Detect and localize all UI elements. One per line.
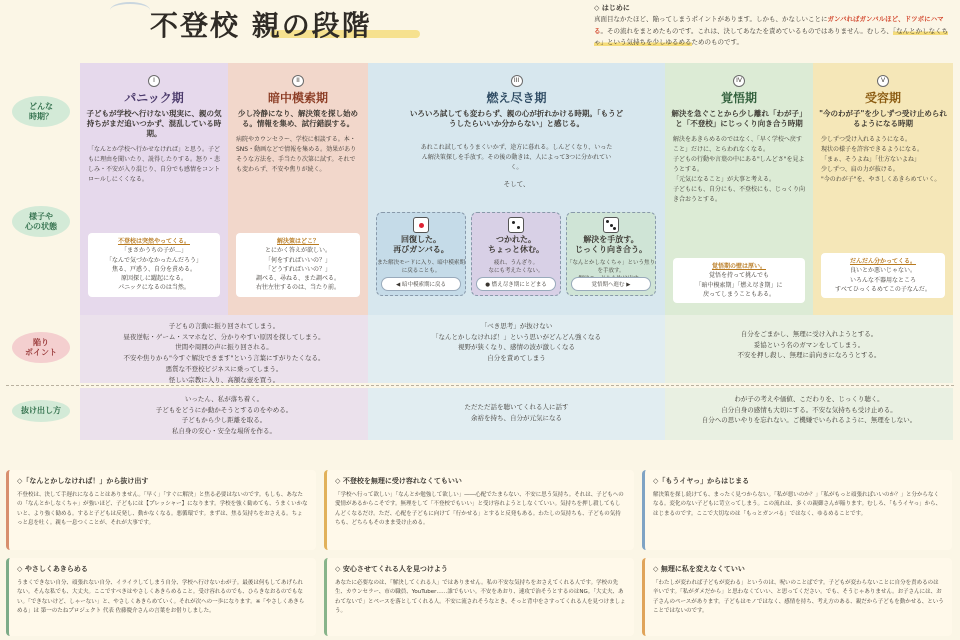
exit-burnout: ただただ話を聴いてくれる人に話す 余裕を持ち、自分が元気になる (368, 388, 665, 440)
tip-body: 解決策を探し続けても、まったく見つからない。「私が悪いのか？」「私がもっと頑張ればいいのか？」と分からなくなる。変化のない子どもに苛立ってしまう。この流れは、多くの親御さんが陥ります。むしろ、「もうイヤっ」から、はじまるのです。ここで大切なのは「もっとガンバる」ではなく、ゆるめることです。 (653, 491, 942, 517)
die-one-icon (413, 217, 429, 233)
intro-highlight: 「なんとかしなくちゃ」という気持ちを少しゆるめる (594, 26, 949, 46)
tip-card (642, 558, 952, 636)
choice-title: 解決を手放す。 じっくり向き合う。 (575, 235, 647, 255)
tip-card (6, 558, 316, 636)
note-heading: 覚悟期の壁は厚い。 (711, 263, 766, 270)
choice-desc: 「なんとかしなくちゃ」という焦りを手放す。 (567, 259, 656, 275)
intro-heading: ◇ はじめに (594, 4, 630, 12)
stage-description: 少しずつ受け入れるようになる。 現状の様子を許容できるようになる。 「まぁ、そうよね」「仕方ないよね」 少しずつ、肩の力が抜ける。 "今のわが子"を、やさしくあきらめていく。 (821, 136, 941, 183)
note-heading: だんだん分かってくる。 (849, 258, 916, 265)
page-title: 不登校 親の段階 (150, 9, 372, 42)
note-text: とにかく答えが欲しい。 「何をすればいいの？」 「どうすればいいの？」 調べる、尋ねる、また調べる。 右往左往するのは、当たり前。 (255, 247, 340, 292)
stage-title: パニック期 (124, 91, 184, 105)
note-text: 良いとか悪いじゃない。 いろんな不器用なところ すべてひっくるめてこの子なんだ。 (835, 267, 931, 293)
title-decoration (110, 2, 150, 18)
tip-body: 不登校は、決して手遅れになることはありません。「早く」「すぐに解決」と焦る必要はないのです。もしも、あなたの「なんとかしなくちゃ」が強いほど、子どもには【プレッシャー】になります。学校を強く勧めても、うまくいかないと、より強く勧める。すると子どもは反発し、動かなくなる。悪循環です。まずは、焦る気持ちをおさえる。ちょっと息を吐く。親も一息つくことが、それが大事です。 (17, 491, 308, 526)
stage-summary: 少し冷静になり、解決策を探し始める。情報を集め、試行錯誤する。 (238, 109, 358, 129)
note-heading: 解決策はどこ？ (276, 238, 319, 245)
tip-heading: ◇ 不登校を無理に受け容れなくてもいい (335, 477, 462, 485)
row-label-state: 様子や 心の状態 (12, 206, 70, 237)
stage-summary: いろいろ試しても変わらず、親の心が折れかける時期。「もうどうしたらいいか分からない」と感じる。 (409, 109, 624, 129)
pitfall-early: 子どもの言動に振り回されてしまう。 昼夜逆転・ゲーム・スマホなど、分かりやすい原因を探してしまう。 世間や周囲の声に振り回される。 不安や焦りから"今すぐ解決できます"という言葉にすがりたくなる。 悪質な不登校ビジネスに乗ってしまう。 怪しい宗教に入り、高額な壺を買う。 (80, 315, 368, 383)
tip-heading: ◇「なんとかしなければ！」から抜け出す (17, 477, 149, 485)
stage-description: 解決をあきらめるのではなく、「早く学校へ戻すこと」だけに、とらわれなくなる。 子どもの行動や言葉の中にある"しんどさ"を見ようとする。 「元気になること」が大事と考える。 子どもにも、自分にも、不登校にも、じっくり向き合おうとする。 (673, 136, 806, 203)
tip-body: うまくできない自分、頑張れない自分、イライラしてしまう自分、学校へ行けないわが子。最後は何もしてあげられない。そんな私でも、大丈夫。ここですべきはやさしくあきらめること。受け容れるのでも、ひらきなおるのでもない。「できないけど、しゃーない」と、やさしくあきらめていく。それが次への一歩になります。※「やさしくあきらめる」は 第一のたねプロジェクト 代表 佐藤慶介さんの言葉をお借りしました。 (17, 579, 305, 614)
stage-title: 燃え尽き期 (486, 91, 547, 105)
choice-rest (471, 212, 561, 296)
tip-card (6, 470, 316, 550)
exit-early: いったん、私が落ち着く。 子どもをどうにか動かそうとするのをやめる。 子どもから少し距離を取る。 私自身の安心・安全な場所を作る。 (80, 388, 368, 440)
stage-note (88, 233, 220, 297)
tip-body: あなたに必要なのは、「解決してくれる人」ではありません。私の不安な気持ちをおさえてくれる人です。学校の先生、カウンセラー、市の職員、YouTuber……誰でもいい。不安をあおり、速攻で治そうとするのはNG。「大丈夫、あわてないで」とペースを落としてくれる人。不安に流されそうなとき、そっと背中をさすってくれる人を見つけましょう。 (335, 579, 626, 614)
stage-resolve (665, 63, 813, 315)
stage-number: II (292, 75, 304, 87)
stage-description: あれこれ試してもうまくいかず、途方に暮れる。しんどくなり、いったん解決策探しを手放す。その後の動きは、人によって3つに分かれていく。 (420, 144, 613, 172)
intro-box (594, 2, 954, 48)
tip-heading: ◇ 安心させてくれる人を見つけよう (335, 565, 448, 573)
tip-body: 「学校へ行って欲しい」「なんとか勉強して欲しい」――心配でたまらない、不安に思う気持ち。それは、子どもへの愛情があるからこそです。無理をして「不登校でもいい」と受け容れようとしなくていい。気持ちを押し殺してもしんどくなるだけ。ただ、心配を子どもに向けて「行かせる」とすると反発もある。わたしの気持ちも、子どもの気持ちも、どちらもそのまま受け止める。 (335, 491, 624, 526)
stage-groping (228, 63, 368, 315)
stage-description: 病院やカウンセラー、学校に相談する。本・SNS・動画などで情報を集める。効果がありそうな方法を、手当たり次第に試す。それでも変わらず、不安や焦りが続く。 (236, 136, 357, 173)
exit-late: わが子の考えや価値、こだわりを、じっくり聴く。 自分自身の感情も大切にする。不安な気持ちも受け止める。 自分への思いやりを忘れない。ご機嫌でいられるように、無理をしない。 (665, 388, 953, 440)
stage-summary: "今のわが子"を少しずつ受け止められるようになる時期 (819, 109, 947, 129)
intro-emphasis: ガンバればガンバルほど、ドツボにハマる (594, 15, 944, 35)
intro-text-3: ためのものです。 (691, 38, 743, 46)
pitfall-burnout: 「べき思考」が抜けない 「なんとかしなければ！」という思いがどんどん強くなる 視野が狭くなり、感情の波が激しくなる 自分を責めてしまう (368, 315, 665, 383)
stage-note (236, 233, 360, 297)
stage-note (821, 253, 945, 298)
row-label-when: どんな 時期？ (12, 96, 70, 127)
exit-row (80, 388, 953, 440)
pitfall-late: 自分をごまかし、無理に受け入れようとする。 妥協という名のガマンをしてしまう。 不安を押し殺し、無理に前向きになろうとする。 (665, 315, 953, 383)
stage-title: 覚悟期 (720, 91, 757, 105)
intro-text-2: 。その流れをまとめたものです。これは、決してあなたを責めているものではありません。むしろ、 (600, 26, 893, 35)
note-text: 覚悟を持って挑んでも 「暗中模索期」「燃え尽き期」に 戻ってしまうこともある。 (695, 272, 783, 298)
choice-desc: 疲れ、うんざり。 なにも考えたくない。 (488, 259, 544, 275)
tip-card (642, 470, 952, 550)
intro-text: 真面目なかたほど、陥ってしまうポイントがあります。しかも、かなしいことに (594, 15, 828, 24)
die-two-icon (508, 217, 524, 233)
stage-number: III (511, 75, 523, 87)
stage-acceptance (813, 63, 953, 315)
stage-title: 暗中模索期 (267, 91, 328, 105)
choice-desc: また解決モードに入り、暗中模索期に戻ることも。 (377, 259, 465, 275)
row-label-exit: 抜け出し方 (12, 400, 70, 422)
stage-number: I (148, 75, 160, 87)
note-text: 「まさかうちの子が…」 「なんで気づかなかったんだろう」 焦る、戸惑う、自分を責める。 原因探しに躍起になる。 パニックになるのは当然。 (105, 247, 202, 292)
stage-then: そして、 (503, 179, 530, 188)
row-label-pit: 陥り ポイント (12, 332, 70, 363)
die-three-icon (603, 217, 619, 233)
tip-heading: ◇ 無理に私を変えなくていい (653, 565, 745, 573)
pitfall-row (80, 315, 953, 383)
back-to-groping-button[interactable]: ◀ 暗中模索期に戻る (381, 277, 461, 291)
stage-summary: 子どもが学校へ行けない現実に、親の気持ちがまだ追いつかず、混乱している時期。 (86, 109, 222, 139)
stay-burnout-button[interactable]: ● 燃え尽き期にとどまる (476, 277, 556, 291)
tip-heading: ◇ やさしくあきらめる (17, 565, 88, 573)
choice-title: 回復した。 再びガンバる。 (393, 235, 449, 255)
stage-number: IV (733, 75, 745, 87)
stage-description: 「なんとか学校へ行かせなければ」と思う。子どもに理由を聞いたり、説得したりする。怒り・悲しみ・不安が入り混じり、自分でも感情をコントロールしにくくなる。 (88, 146, 221, 184)
stage-title: 受容期 (864, 91, 901, 105)
note-heading: 不登校は突然やってくる。 (117, 238, 190, 245)
choice-recover (376, 212, 466, 296)
go-to-resolve-button[interactable]: 覚悟期へ進む ▶ (571, 277, 651, 291)
tip-body: 「わたしが変われば子どもが変わる」というのは、呪いのことばです。子どもが変わらないことに自分を責めるのは辛いです。「私がダメだから」と思わなくていい、と思ってください。でも、そうじゃありません。お子さんには、お子さんのペースがあります。子どもはモノではなく、感情を持ち、考え方のある、親だから子どもを動かせる、ということではないのです。 (653, 579, 944, 614)
stage-panic (80, 63, 228, 315)
row-divider (6, 385, 954, 386)
stage-number: V (877, 75, 889, 87)
choice-let-go (566, 212, 656, 296)
stage-summary: 解決を急ぐことから少し離れ「わが子」と「不登校」にじっくり向き合う時期 (671, 109, 807, 129)
choice-title: つかれた。 ちょっと休む。 (488, 235, 544, 255)
tip-card (324, 558, 634, 636)
tip-card (324, 470, 634, 550)
tip-heading: ◇「もうイヤっ」からはじまる (653, 477, 750, 485)
stage-note (673, 258, 805, 303)
